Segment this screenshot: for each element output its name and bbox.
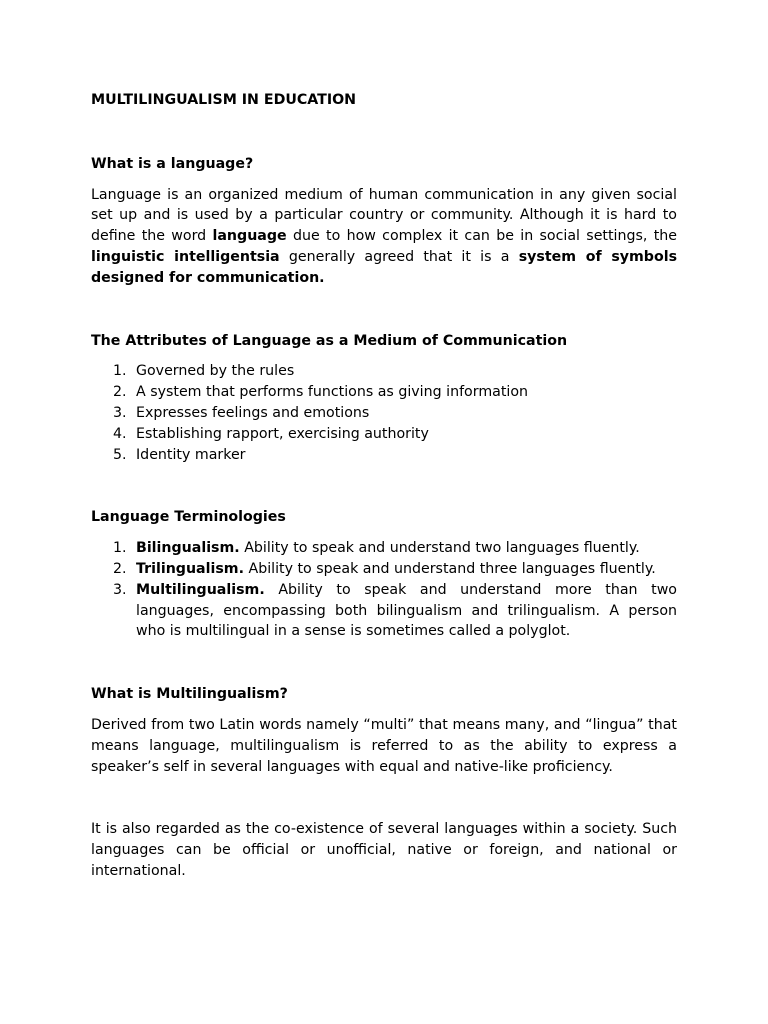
paragraph-multilingualism-origin: Derived from two Latin words namely “multi” that means many, and “lingua” that means language, multilingualism is referred to as the ability to express a speaker’s self in several languages with equal and native-like proficiency.: [91, 716, 677, 775]
list-number: 1.: [113, 363, 127, 380]
list-item: [91, 424, 677, 445]
list-item: [91, 538, 677, 559]
section-heading-terminologies: Language Terminologies: [91, 509, 286, 526]
term-bilingualism: Bilingualism.: [136, 540, 240, 557]
list-number: 1.: [113, 540, 127, 557]
list-number: 2.: [113, 384, 127, 401]
bold-term-linguistic-intelligentsia: linguistic intelligentsia: [91, 248, 280, 265]
term-definition: Ability to speak and understand more than two languages, encompassing both bilingualism and trilingualism. A person who is multilingual in a sense is sometimes called a polyglot.: [136, 581, 677, 640]
section-heading-what-is-language: What is a language?: [91, 155, 254, 172]
list-item: [91, 580, 677, 642]
document-title: MULTILINGUALISM IN EDUCATION: [91, 92, 357, 108]
list-item-text: Governed by the rules: [136, 363, 295, 380]
text-run: Language is an organized medium of human communication in any given social set up and is used by a particular country or community. Although it is hard to define the word: [91, 186, 677, 245]
list-number: 2.: [113, 560, 127, 577]
text-run: generally agreed that it is a: [279, 248, 519, 265]
list-item-text: Identity marker: [136, 446, 246, 463]
list-number: 3.: [113, 581, 127, 598]
terminologies-list: [91, 538, 677, 642]
list-item: [91, 559, 677, 580]
paragraph-language-definition: [91, 185, 677, 289]
text-run: due to how complex it can be in social settings, the: [286, 228, 677, 245]
term-multilingualism: Multilingualism.: [136, 581, 265, 598]
attributes-list: [91, 361, 677, 465]
bold-term-system-of-symbols: system of symbols designed for communication.: [91, 248, 678, 286]
list-item: [91, 445, 677, 466]
list-item: [91, 382, 677, 403]
term-trilingualism: Trilingualism.: [136, 560, 244, 577]
list-item-text: Establishing rapport, exercising authority: [136, 425, 429, 442]
term-definition: Ability to speak and understand two languages fluently.: [239, 540, 640, 557]
list-number: 5.: [113, 446, 127, 463]
list-item-text: Expresses feelings and emotions: [136, 404, 370, 421]
term-definition: Ability to speak and understand three languages fluently.: [243, 560, 656, 577]
section-heading-attributes: The Attributes of Language as a Medium of Communication: [91, 332, 568, 349]
section-heading-what-is-multilingualism: What is Multilingualism?: [91, 686, 288, 703]
list-number: 4.: [113, 425, 127, 442]
document-body: [91, 90, 677, 882]
list-item: [91, 403, 677, 424]
bold-term-language: language: [212, 228, 287, 245]
list-number: 3.: [113, 404, 127, 421]
paragraph-multilingualism-coexistence: It is also regarded as the co-existence of several languages within a society. Such languages can be official or unofficial, native or foreign, and national or international.: [91, 821, 677, 879]
list-item-text: A system that performs functions as giving information: [136, 384, 529, 401]
list-item: [91, 361, 677, 382]
